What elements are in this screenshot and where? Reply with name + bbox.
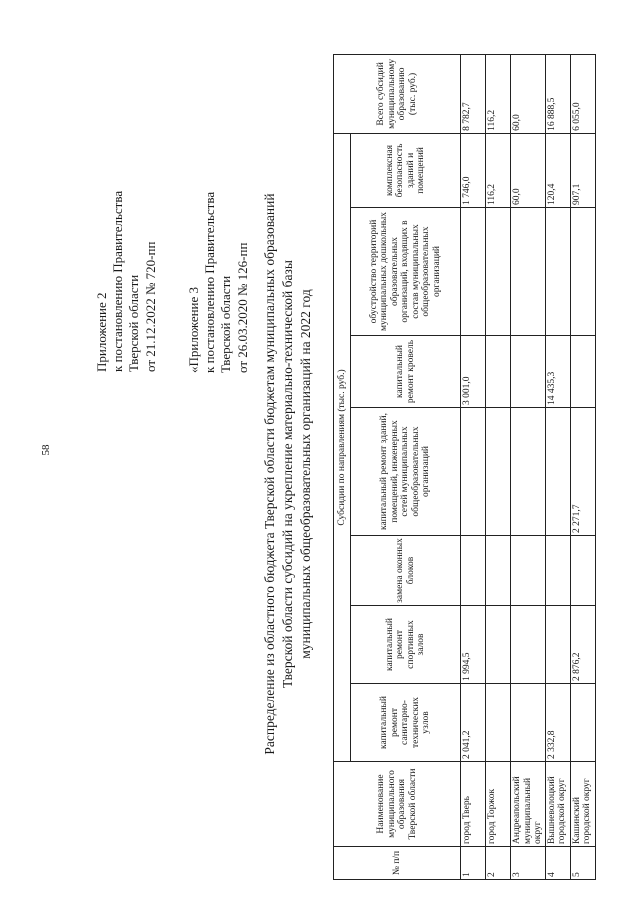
cell-value: 116,2 [486, 133, 511, 207]
header-num: № п/п [334, 847, 461, 880]
cell-value [511, 684, 546, 762]
cell-value: 120,4 [545, 133, 570, 207]
cell-num: 2 [486, 847, 511, 880]
cell-value [545, 606, 570, 684]
appendix-2-line: Приложение 2 [94, 292, 109, 372]
appendix-2-block [94, 72, 159, 372]
cell-value [511, 606, 546, 684]
cell-value: 14 435,3 [545, 336, 570, 408]
cell-value [461, 208, 486, 336]
header-buildings: капитальный ремонт зданий, помещений, инженерных сетей муниципальных общеобразовательных организаций [351, 408, 461, 536]
cell-value [511, 536, 546, 606]
title-line: Распределение из областного бюджета Тверской области бюджетам муниципальных образований [262, 193, 277, 755]
cell-num: 1 [461, 847, 486, 880]
cell-name: Вышневолоцкий городской округ [545, 762, 570, 847]
header-roofs: капитальный ремонт кровель [351, 336, 461, 408]
cell-name: Кашинский городской округ [570, 762, 595, 847]
cell-total: 6 055,0 [570, 54, 595, 133]
table-row [570, 54, 595, 879]
header-total: Всего субсидий муниципальному образованию (тыс. руб.) [334, 54, 461, 133]
cell-num: 5 [570, 847, 595, 880]
table-row [545, 54, 570, 879]
cell-value [570, 536, 595, 606]
cell-value: 2 271,7 [570, 408, 595, 536]
cell-total: 16 888,5 [545, 54, 570, 133]
document-title [261, 84, 315, 864]
header-windows: замена оконных блоков [351, 536, 461, 606]
page-number: 58 [40, 444, 52, 456]
header-name: Наименование муниципального образования Тверской области [334, 762, 461, 847]
appendix-3-line: «Приложение 3 [186, 286, 201, 373]
cell-value [486, 208, 511, 336]
appendix-3-line: к постановлению Правительства [202, 191, 218, 373]
cell-value [511, 336, 546, 408]
cell-value: 1 746,0 [461, 133, 486, 207]
cell-value [461, 408, 486, 536]
table-row [461, 54, 486, 879]
subsidy-table-wrapper [333, 55, 596, 880]
cell-value [545, 408, 570, 536]
cell-value [486, 606, 511, 684]
cell-num: 3 [511, 847, 546, 880]
header-sanitary: капитальный ремонт санитарно-технических узлов [351, 684, 461, 762]
cell-total: 60,0 [511, 54, 546, 133]
cell-value [570, 684, 595, 762]
title-line: Тверской области субсидий на укрепление материально-технической базы [280, 260, 295, 688]
cell-name: город Торжок [486, 762, 511, 847]
cell-value: 2 332,8 [545, 684, 570, 762]
header-sport-halls: капитальный ремонт спортивных залов [351, 606, 461, 684]
cell-value [545, 208, 570, 336]
cell-value [486, 408, 511, 536]
cell-value: 60,0 [511, 133, 546, 207]
header-territories: обустройство территорий муниципальных дошкольных образовательных организаций, входящих в состав муниципальных общеобразовательных организаций [351, 208, 461, 336]
cell-value: 2 876,2 [570, 606, 595, 684]
appendix-3-line: Тверской области [218, 275, 234, 373]
cell-value [486, 684, 511, 762]
cell-num: 4 [545, 847, 570, 880]
cell-value: 1 994,5 [461, 606, 486, 684]
cell-total: 8 782,7 [461, 54, 486, 133]
table-row [511, 54, 546, 879]
cell-name: Андреапольский муниципальный округ [511, 762, 546, 847]
cell-value [511, 408, 546, 536]
cell-value [486, 536, 511, 606]
cell-value [570, 208, 595, 336]
cell-value [545, 536, 570, 606]
cell-value [570, 336, 595, 408]
appendix-3-line: от 26.03.2020 № 126-пп [234, 242, 250, 373]
header-group: Субсидии по направлениям (тыс. руб.) [334, 133, 351, 761]
cell-value: 2 041,2 [461, 684, 486, 762]
header-safety: комплексная безопасность зданий и помещений [351, 133, 461, 207]
cell-name: город Тверь [461, 762, 486, 847]
appendix-3-block [186, 73, 251, 373]
cell-value [486, 336, 511, 408]
cell-value: 3 001,0 [461, 336, 486, 408]
subsidy-table [333, 54, 596, 880]
appendix-2-line: Тверской области [126, 274, 142, 372]
cell-value: 907,1 [570, 133, 595, 207]
cell-value [511, 208, 546, 336]
table-row [486, 54, 511, 879]
cell-value [461, 536, 486, 606]
appendix-2-line: к постановлению Правительства [110, 190, 126, 372]
cell-total: 116,2 [486, 54, 511, 133]
title-line: муниципальных общеобразовательных организаций на 2022 год [298, 289, 313, 659]
appendix-2-line: от 21.12.2022 № 720-пп [142, 241, 158, 372]
